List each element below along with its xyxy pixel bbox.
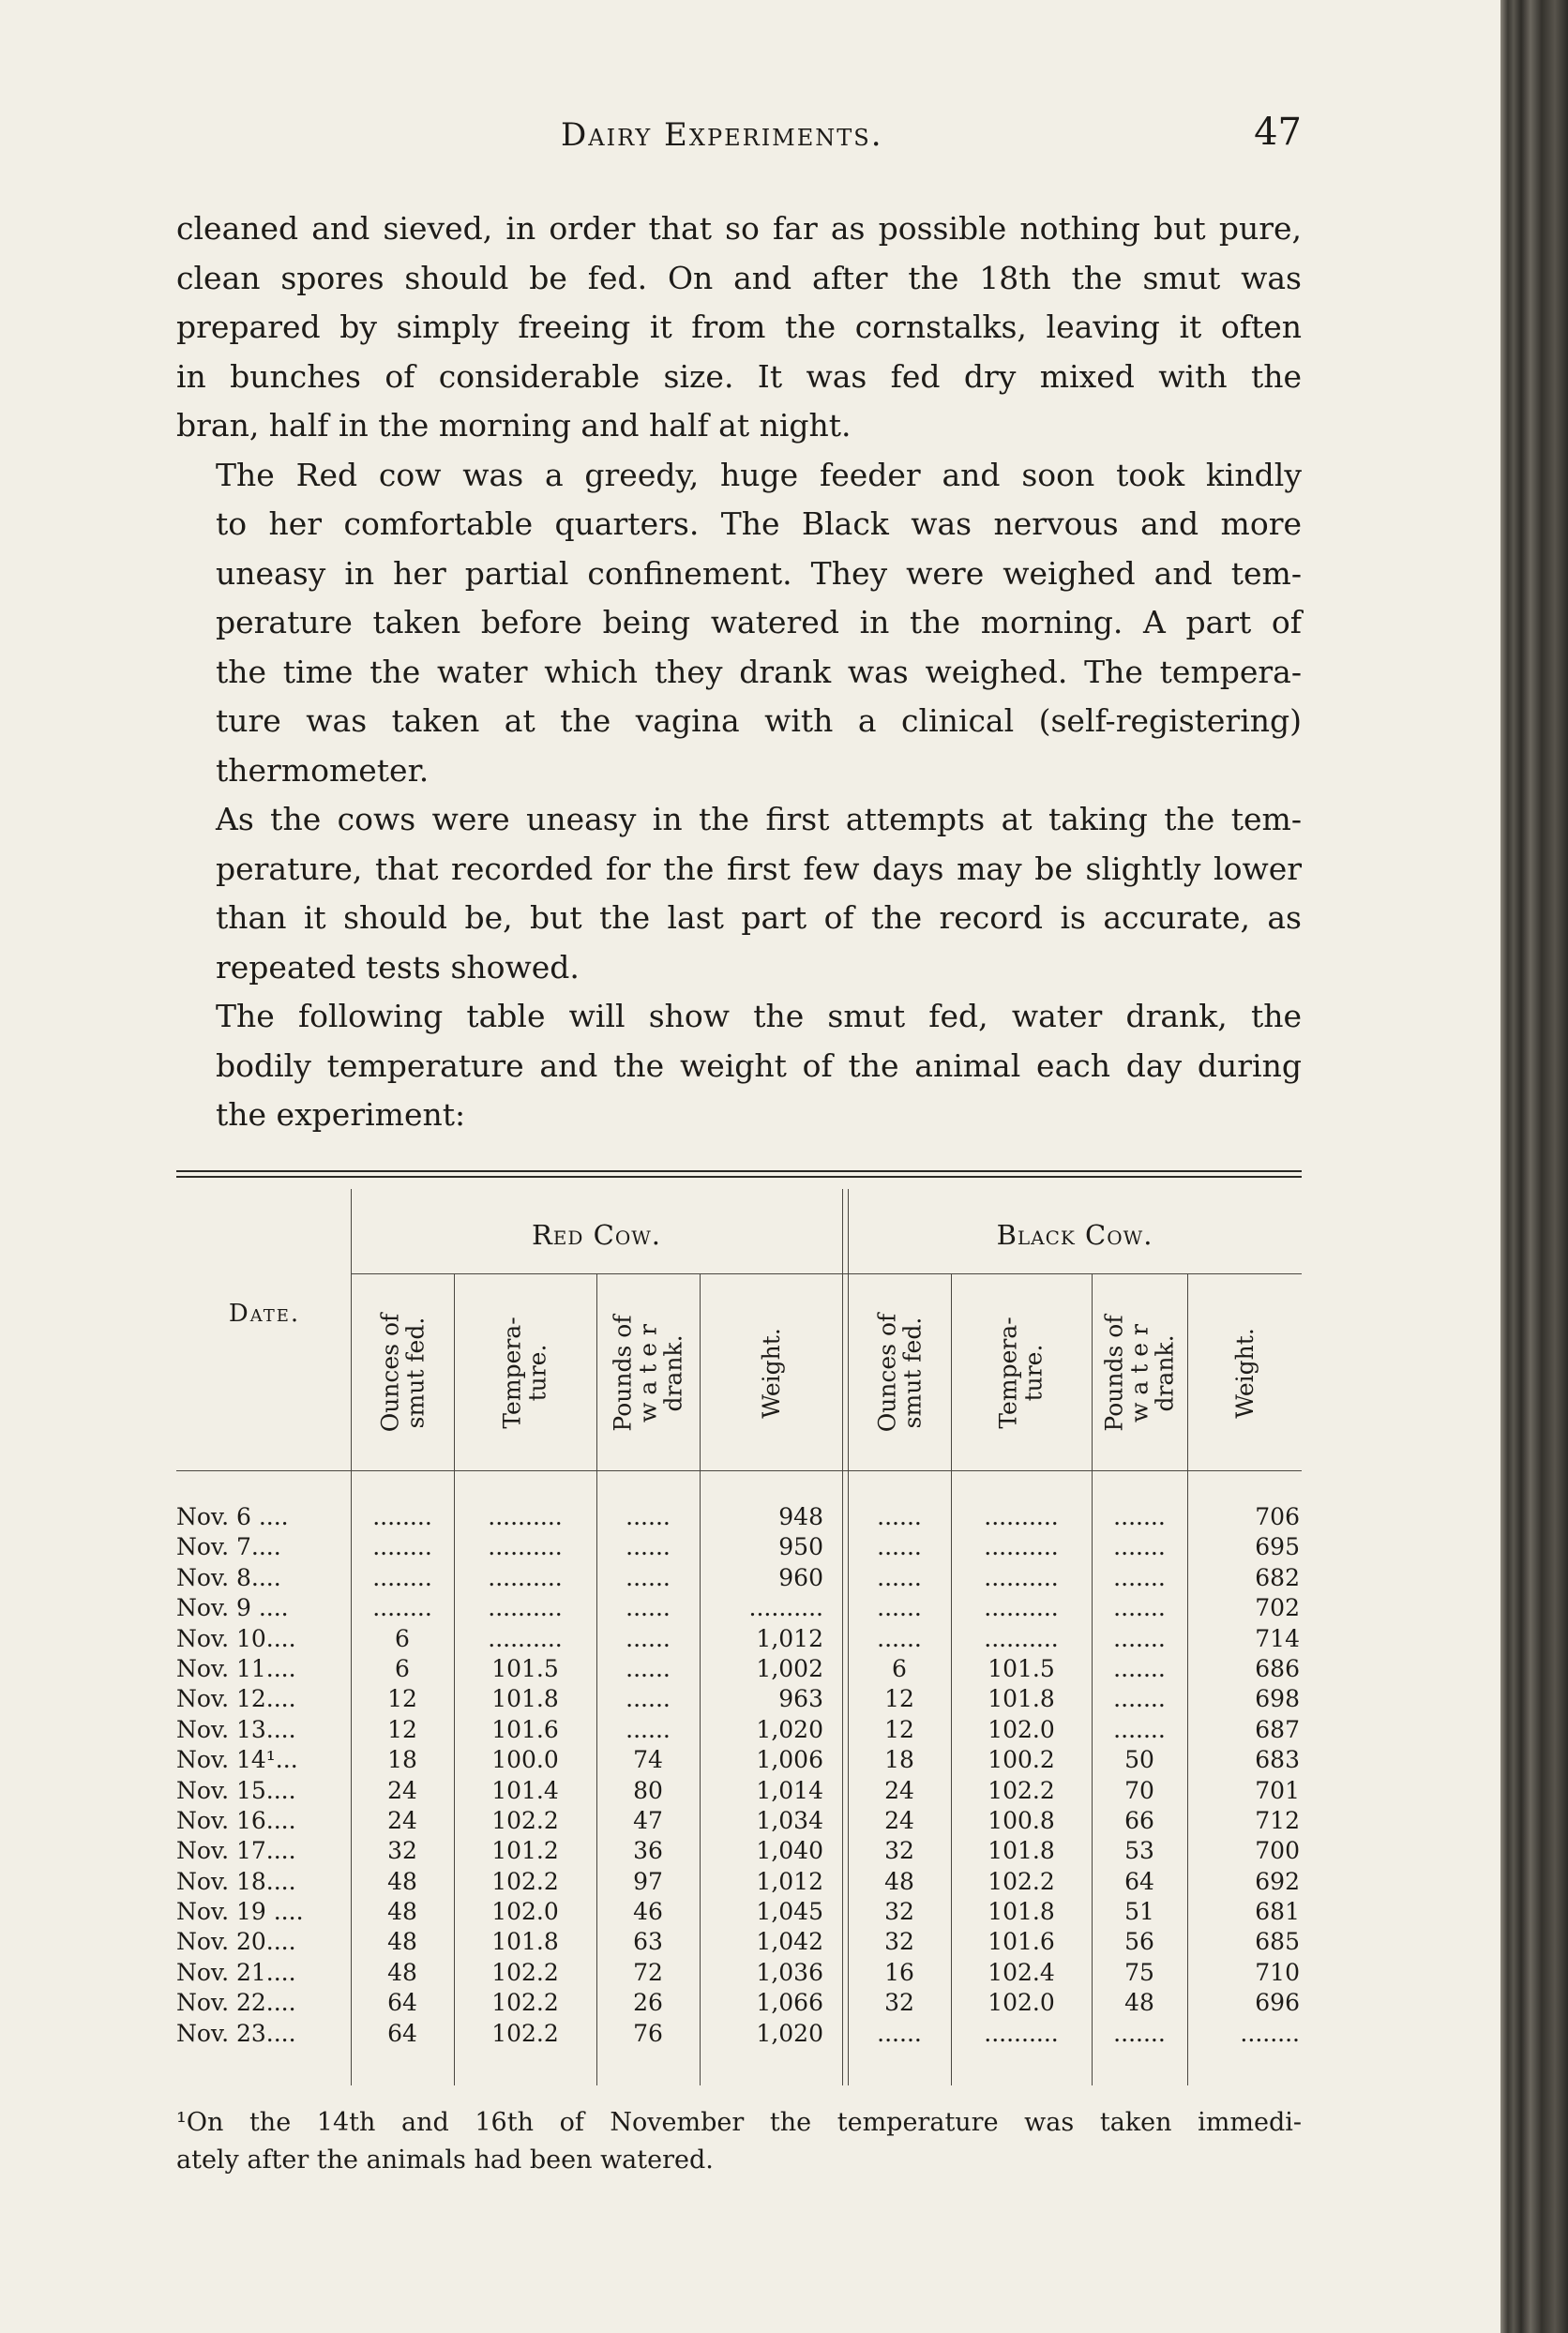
- paragraph: [176, 795, 1302, 992]
- cell-red-water: 36: [633, 1837, 663, 1865]
- cell-black-temp: 102.4: [988, 1958, 1055, 1986]
- red-smut-header: Ounces of smut fed.: [376, 1313, 430, 1433]
- black-cow-header: Black Cow.: [996, 1219, 1153, 1251]
- text-line: ture was taken at the vagina with a clinical (self-registering): [216, 702, 1302, 739]
- cell-date: Nov. 7....: [176, 1533, 281, 1561]
- cell-black-water: .......: [1113, 1654, 1166, 1682]
- cell-black-smut: 32: [884, 1928, 914, 1956]
- cell-black-temp: 102.2: [988, 1776, 1055, 1804]
- cell-red-water: ......: [626, 1685, 671, 1713]
- cell-black-smut: 24: [884, 1806, 914, 1834]
- cell-red-smut: 48: [387, 1898, 417, 1926]
- cell-red-smut: ........: [372, 1533, 432, 1561]
- cell-date: Nov. 15....: [176, 1776, 296, 1804]
- text-line: clean spores should be fed. On and after the 18th the smut was: [176, 259, 1302, 296]
- table-row: [176, 1624, 1302, 1654]
- cell-black-weight: 714: [1255, 1624, 1300, 1652]
- cell-black-water: 53: [1124, 1837, 1154, 1865]
- cell-black-smut: 12: [884, 1685, 914, 1713]
- cell-black-smut: ......: [877, 2019, 922, 2047]
- cell-red-smut: 12: [387, 1685, 417, 1713]
- table-row: [176, 1806, 1302, 1836]
- cell-red-temp: 102.2: [491, 1989, 559, 2017]
- cell-red-weight: 1,012: [756, 1624, 823, 1652]
- table-row: [176, 1532, 1302, 1562]
- running-title: Dairy Experiments.: [561, 116, 883, 154]
- cell-red-smut: 64: [387, 1989, 417, 2017]
- cell-black-temp: ..........: [984, 1533, 1059, 1561]
- cell-red-smut: 18: [387, 1746, 417, 1774]
- group-underline: [351, 1273, 1302, 1274]
- cell-red-smut: ........: [372, 1503, 432, 1530]
- cell-black-weight: 692: [1255, 1867, 1300, 1895]
- cell-black-water: 50: [1124, 1746, 1154, 1774]
- red-weight-header: Weight.: [757, 1327, 785, 1419]
- cell-red-weight: 1,045: [756, 1898, 823, 1926]
- cell-black-smut: 32: [884, 1989, 914, 2017]
- cell-black-water: 70: [1124, 1776, 1154, 1804]
- cell-red-temp: ..........: [488, 1533, 563, 1561]
- cell-black-smut: ......: [877, 1563, 922, 1591]
- cell-date: Nov. 22....: [176, 1989, 296, 2017]
- cell-black-water: .......: [1113, 1715, 1166, 1743]
- data-table: [176, 1170, 1302, 2085]
- cell-black-water: 56: [1124, 1928, 1154, 1956]
- cell-red-temp: 101.4: [491, 1776, 559, 1804]
- cell-date: Nov. 11....: [176, 1654, 296, 1682]
- cell-red-smut: 6: [395, 1654, 410, 1682]
- cell-red-temp: ..........: [488, 1624, 563, 1652]
- cell-black-smut: ......: [877, 1533, 922, 1561]
- cell-red-temp: 102.2: [491, 1867, 559, 1895]
- cell-black-weight: 695: [1255, 1533, 1300, 1561]
- cell-black-temp: 102.0: [988, 1715, 1055, 1743]
- cell-black-weight: 701: [1255, 1776, 1300, 1804]
- cell-black-weight: 706: [1255, 1503, 1300, 1530]
- cell-black-smut: 24: [884, 1776, 914, 1804]
- text-line: bran, half in the morning and half at night.: [176, 407, 852, 444]
- cell-black-water: .......: [1113, 1594, 1166, 1622]
- cell-red-temp: 101.2: [491, 1837, 559, 1865]
- cell-red-temp: 102.2: [491, 1806, 559, 1834]
- cell-red-weight: 950: [778, 1533, 823, 1561]
- table-row: [176, 2019, 1302, 2049]
- text-line: uneasy in her partial confinement. They were weighed and tem-: [216, 554, 1302, 592]
- cell-black-temp: ..........: [984, 1563, 1059, 1591]
- cell-black-smut: 18: [884, 1746, 914, 1774]
- cell-red-smut: 6: [395, 1624, 410, 1652]
- red-water-header: Pounds of w a t e r drank.: [609, 1314, 687, 1432]
- cell-black-temp: ..........: [984, 2019, 1059, 2047]
- table-row: [176, 1684, 1302, 1714]
- cell-red-water: ......: [626, 1594, 671, 1622]
- cell-black-water: .......: [1113, 1563, 1166, 1591]
- cell-red-water: ......: [626, 1624, 671, 1652]
- cell-red-water: 80: [633, 1776, 663, 1804]
- paragraph: [176, 451, 1302, 796]
- cell-black-weight: 687: [1255, 1715, 1300, 1743]
- cell-red-water: ......: [626, 1503, 671, 1530]
- cell-red-water: 76: [633, 2019, 663, 2047]
- cell-red-water: 26: [633, 1989, 663, 2017]
- cell-red-temp: 102.2: [491, 1958, 559, 1986]
- table-row: [176, 1867, 1302, 1897]
- cell-black-smut: 6: [892, 1654, 907, 1682]
- cell-red-smut: ........: [372, 1594, 432, 1622]
- cell-date: Nov. 14¹...: [176, 1746, 298, 1774]
- cell-black-temp: 101.5: [988, 1654, 1055, 1682]
- cell-red-water: ......: [626, 1715, 671, 1743]
- cell-black-weight: 685: [1255, 1928, 1300, 1956]
- cell-black-temp: 101.8: [988, 1685, 1055, 1713]
- text-line: perature, that recorded for the first few days may be slightly lower: [216, 850, 1302, 887]
- page-header: [176, 111, 1302, 163]
- cell-black-temp: 101.6: [988, 1928, 1055, 1956]
- cell-black-water: 51: [1124, 1898, 1154, 1926]
- cell-red-temp: ..........: [488, 1503, 563, 1530]
- cell-black-smut: ......: [877, 1594, 922, 1622]
- text-line: to her comfortable quarters. The Black was nervous and more: [216, 505, 1302, 542]
- cell-black-water: .......: [1113, 1624, 1166, 1652]
- cell-date: Nov. 9 ....: [176, 1594, 289, 1622]
- cell-black-weight: 682: [1255, 1563, 1300, 1591]
- paragraph: [176, 204, 1302, 451]
- table-row: [176, 1897, 1302, 1927]
- red-cow-header: Red Cow.: [531, 1219, 662, 1251]
- text-line: the experiment:: [216, 1096, 466, 1133]
- cell-black-smut: 48: [884, 1867, 914, 1895]
- cell-black-weight: 702: [1255, 1594, 1300, 1622]
- table-row: [176, 1776, 1302, 1806]
- cell-black-smut: 16: [884, 1958, 914, 1986]
- cell-red-smut: ........: [372, 1563, 432, 1591]
- cell-red-temp: 101.8: [491, 1685, 559, 1713]
- cell-black-weight: 683: [1255, 1746, 1300, 1774]
- text-line: cleaned and sieved, in order that so far as possible nothing but pure,: [176, 210, 1302, 247]
- text-line: in bunches of considerable size. It was fed dry mixed with the: [176, 357, 1302, 395]
- cell-red-weight: 960: [778, 1563, 823, 1591]
- text-line: prepared by simply freeing it from the cornstalks, leaving it often: [176, 309, 1302, 345]
- cell-red-water: 74: [633, 1746, 663, 1774]
- cell-red-smut: 24: [387, 1776, 417, 1804]
- footnote-line: ately after the animals had been watered.: [176, 2145, 714, 2175]
- cell-red-weight: 948: [778, 1503, 823, 1530]
- cell-red-weight: ..........: [748, 1594, 823, 1622]
- cell-red-weight: 963: [778, 1685, 823, 1713]
- cell-black-temp: 102.0: [988, 1989, 1055, 2017]
- cell-black-temp: ..........: [984, 1503, 1059, 1530]
- black-weight-header: Weight.: [1230, 1327, 1259, 1419]
- cell-black-weight: 698: [1255, 1685, 1300, 1713]
- text-line: The following table will show the smut fed, water drank, the: [216, 998, 1302, 1034]
- table-body: [176, 1502, 1302, 2049]
- cell-red-weight: 1,066: [756, 1989, 823, 2017]
- cell-date: Nov. 16....: [176, 1806, 296, 1834]
- cell-red-water: 63: [633, 1928, 663, 1956]
- cell-red-temp: ..........: [488, 1594, 563, 1622]
- cell-red-water: 46: [633, 1898, 663, 1926]
- cell-date: Nov. 18....: [176, 1867, 296, 1895]
- cell-black-weight: 696: [1255, 1989, 1300, 2017]
- cell-red-weight: 1,014: [756, 1776, 823, 1804]
- cell-red-water: ......: [626, 1533, 671, 1561]
- book-page-edge: [1500, 0, 1568, 2333]
- black-temp-header: Tempera- ture.: [995, 1317, 1048, 1429]
- footnote: [176, 2104, 1302, 2179]
- cell-date: Nov. 20....: [176, 1928, 296, 1956]
- table-row: [176, 1958, 1302, 1988]
- cell-red-water: 97: [633, 1867, 663, 1895]
- text-line: repeated tests showed.: [216, 948, 580, 986]
- cell-red-smut: 48: [387, 1867, 417, 1895]
- cell-black-temp: ..........: [984, 1624, 1059, 1652]
- text-line: The Red cow was a greedy, huge feeder and soon took kindly: [216, 456, 1302, 493]
- cell-black-smut: ......: [877, 1503, 922, 1530]
- cell-date: Nov. 6 ....: [176, 1503, 289, 1530]
- table-row: [176, 1563, 1302, 1593]
- black-smut-header: Ounces of smut fed.: [873, 1313, 927, 1433]
- table-row: [176, 1502, 1302, 1532]
- cell-black-weight: 712: [1255, 1806, 1300, 1834]
- cell-black-weight: 700: [1255, 1837, 1300, 1865]
- text-line: As the cows were uneasy in the first attempts at taking the tem-: [216, 801, 1302, 837]
- cell-black-temp: 100.2: [988, 1746, 1055, 1774]
- cell-black-water: 64: [1124, 1867, 1154, 1895]
- cell-black-temp: 101.8: [988, 1837, 1055, 1865]
- cell-black-water: 48: [1124, 1989, 1154, 2017]
- cell-red-smut: 64: [387, 2019, 417, 2047]
- cell-red-weight: 1,012: [756, 1867, 823, 1895]
- table-row: [176, 1654, 1302, 1684]
- cell-black-temp: 101.8: [988, 1898, 1055, 1926]
- red-temp-header: Tempera- ture.: [499, 1317, 551, 1429]
- cell-red-weight: 1,042: [756, 1928, 823, 1956]
- date-header: Date.: [228, 1300, 301, 1328]
- table-top-rule-2: [176, 1176, 1302, 1178]
- cell-black-weight: ........: [1240, 2019, 1300, 2047]
- cell-black-temp: 102.2: [988, 1867, 1055, 1895]
- cell-date: Nov. 8....: [176, 1563, 281, 1591]
- cell-red-smut: 24: [387, 1806, 417, 1834]
- table-row: [176, 1988, 1302, 2018]
- cell-red-smut: 12: [387, 1715, 417, 1743]
- cell-red-weight: 1,040: [756, 1837, 823, 1865]
- table-top-rule: [176, 1170, 1302, 1172]
- cell-red-weight: 1,006: [756, 1746, 823, 1774]
- cell-black-smut: 32: [884, 1837, 914, 1865]
- cell-date: Nov. 10....: [176, 1624, 296, 1652]
- black-water-header: Pounds of w a t e r drank.: [1100, 1314, 1179, 1432]
- table-row: [176, 1593, 1302, 1623]
- cell-black-temp: ..........: [984, 1594, 1059, 1622]
- cell-black-weight: 681: [1255, 1898, 1300, 1926]
- cell-black-water: 66: [1124, 1806, 1154, 1834]
- cell-date: Nov. 12....: [176, 1685, 296, 1713]
- cell-red-temp: 100.0: [491, 1746, 559, 1774]
- cell-date: Nov. 17....: [176, 1837, 296, 1865]
- cell-red-temp: ..........: [488, 1563, 563, 1591]
- cell-red-water: 47: [633, 1806, 663, 1834]
- text-line: bodily temperature and the weight of the animal each day during: [216, 1046, 1302, 1084]
- footnote-line: ¹On the 14th and 16th of November the temperature was taken immedi-: [176, 2108, 1302, 2137]
- cell-date: Nov. 21....: [176, 1958, 296, 1986]
- body-text: [176, 204, 1302, 1140]
- header-bottom-rule: [176, 1470, 1302, 1471]
- cell-black-water: .......: [1113, 1533, 1166, 1561]
- cell-red-weight: 1,036: [756, 1958, 823, 1986]
- table-row: [176, 1836, 1302, 1866]
- cell-red-weight: 1,002: [756, 1654, 823, 1682]
- cell-date: Nov. 19 ....: [176, 1898, 304, 1926]
- text-line: perature taken before being watered in the morning. A part of: [216, 604, 1302, 640]
- text-line: thermometer.: [216, 751, 430, 789]
- cell-date: Nov. 13....: [176, 1715, 296, 1743]
- cell-red-smut: 48: [387, 1958, 417, 1986]
- paragraph: [176, 992, 1302, 1140]
- page-number: 47: [1254, 111, 1302, 154]
- cell-red-water: ......: [626, 1654, 671, 1682]
- cell-black-smut: 12: [884, 1715, 914, 1743]
- cell-red-water: ......: [626, 1563, 671, 1591]
- cell-black-smut: 32: [884, 1898, 914, 1926]
- cell-red-weight: 1,034: [756, 1806, 823, 1834]
- cell-black-temp: 100.8: [988, 1806, 1055, 1834]
- cell-red-temp: 101.8: [491, 1928, 559, 1956]
- cell-red-temp: 101.6: [491, 1715, 559, 1743]
- cell-black-weight: 686: [1255, 1654, 1300, 1682]
- cell-red-smut: 32: [387, 1837, 417, 1865]
- cell-red-temp: 102.2: [491, 2019, 559, 2047]
- text-line: the time the water which they drank was weighed. The tempera-: [216, 653, 1302, 690]
- cell-black-water: 75: [1124, 1958, 1154, 1986]
- cell-date: Nov. 23....: [176, 2019, 296, 2047]
- cell-red-weight: 1,020: [756, 2019, 823, 2047]
- text-line: than it should be, but the last part of the record is accurate, as: [216, 899, 1302, 936]
- cell-red-temp: 102.0: [491, 1898, 559, 1926]
- cell-black-smut: ......: [877, 1624, 922, 1652]
- cell-black-water: .......: [1113, 1503, 1166, 1530]
- table-row: [176, 1745, 1302, 1775]
- table-row: [176, 1927, 1302, 1957]
- cell-red-temp: 101.5: [491, 1654, 559, 1682]
- cell-red-water: 72: [633, 1958, 663, 1986]
- table-row: [176, 1715, 1302, 1745]
- cell-black-water: .......: [1113, 2019, 1166, 2047]
- cell-red-weight: 1,020: [756, 1715, 823, 1743]
- cell-black-weight: 710: [1255, 1958, 1300, 1986]
- cell-black-water: .......: [1113, 1685, 1166, 1713]
- cell-red-smut: 48: [387, 1928, 417, 1956]
